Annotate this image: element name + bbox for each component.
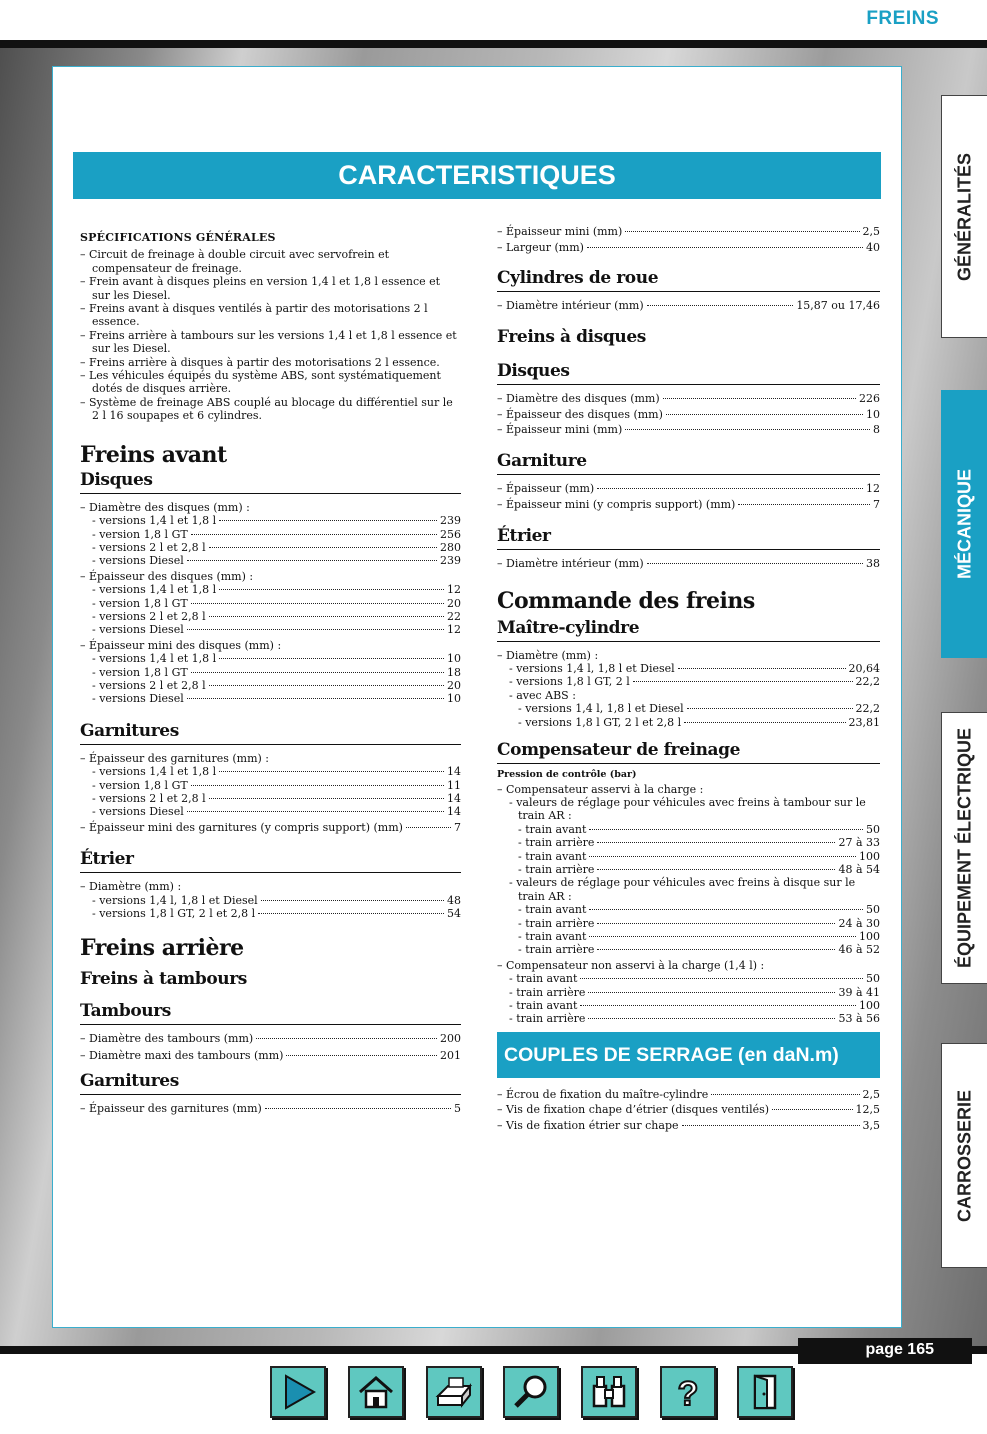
spec-row: - version 1,8 l GT 256 bbox=[92, 527, 461, 541]
spec-row: - train avant 50 bbox=[509, 972, 880, 986]
print-button[interactable] bbox=[426, 1366, 482, 1418]
heading-disques-arriere: Disques bbox=[497, 360, 880, 385]
right-column bbox=[497, 225, 880, 1132]
heading-freins-arriere: Freins arrière bbox=[80, 935, 244, 962]
heading-compensateur: Compensateur de freinage bbox=[497, 739, 880, 764]
tab-label: GÉNÉRALITÉS bbox=[954, 152, 974, 281]
spec-item: – Circuit de freinage à double circuit avec servofrein et compensateur de freinage. bbox=[80, 248, 390, 275]
spec-row: - versions 2 l et 2,8 l 14 bbox=[92, 792, 461, 805]
spec-item: – Freins arrière à disques à partir des motorisations 2 l essence. bbox=[80, 355, 440, 369]
next-arrow-icon bbox=[278, 1372, 318, 1412]
next-page-button[interactable] bbox=[270, 1366, 326, 1418]
spec-row: - versions 2 l et 2,8 l 22 bbox=[92, 609, 461, 623]
spec-row: - train arrière 48 à 54 bbox=[518, 862, 880, 876]
section-title: FREINS bbox=[866, 8, 939, 29]
spec-row: – Vis de fixation étrier sur chape 3,5 bbox=[497, 1118, 880, 1132]
spec-row: – Diamètre intérieur (mm) 15,87 ou 17,46 bbox=[497, 298, 880, 312]
spec-row: - versions 2 l et 2,8 l 280 bbox=[92, 540, 461, 554]
spec-row: - version 1,8 l GT 18 bbox=[92, 665, 461, 679]
heading-freins-avant: Freins avant bbox=[80, 441, 227, 468]
list-line: – Diamètre (mm) : bbox=[497, 648, 599, 662]
list-line: - valeurs de réglage pour véhicules avec freins à tambour sur le train AR : bbox=[509, 795, 866, 823]
home-icon bbox=[356, 1372, 396, 1412]
spec-row: – Écrou de fixation du maître-cylindre 2,5 bbox=[497, 1087, 880, 1101]
search-button[interactable] bbox=[503, 1366, 559, 1418]
heading-cylindres: Cylindres de roue bbox=[497, 267, 880, 292]
heading-garnitures: Garnitures bbox=[80, 720, 461, 745]
tab-label: CARROSSERIE bbox=[954, 1089, 974, 1222]
spec-row: - train avant 100 bbox=[509, 999, 880, 1012]
tab-generalites[interactable] bbox=[941, 95, 987, 338]
spec-list bbox=[80, 248, 461, 422]
svg-text:?: ? bbox=[677, 1375, 699, 1412]
spec-item: – Freins arrière à tambours sur les versions 1,4 l et 1,8 l essence et sur les Diesel. bbox=[80, 328, 457, 356]
list-line: – Diamètre (mm) : bbox=[80, 880, 182, 894]
spec-row: - versions 2 l et 2,8 l 20 bbox=[92, 678, 461, 692]
list-line: - valeurs de réglage pour véhicules avec freins à disque sur le train AR : bbox=[509, 876, 856, 903]
spec-row: - versions 1,4 l et 1,8 l 10 bbox=[92, 652, 461, 666]
spec-title: SPÉCIFICATIONS GÉNÉRALES bbox=[80, 231, 276, 244]
help-icon bbox=[668, 1372, 708, 1412]
page-number: page 165 bbox=[798, 1338, 972, 1364]
spec-row: – Épaisseur mini (mm) 8 bbox=[497, 423, 880, 437]
spec-row: - versions 1,4 l et 1,8 l 239 bbox=[92, 514, 461, 528]
page-banner: CARACTERISTIQUES bbox=[73, 152, 881, 199]
tab-carrosserie[interactable] bbox=[941, 1043, 987, 1268]
list-line: – Épaisseur des disques (mm) : bbox=[80, 569, 254, 583]
heading-etrier: Étrier bbox=[80, 848, 461, 873]
spec-row: – Épaisseur (mm) 12 bbox=[497, 482, 880, 496]
spec-row: - train arrière 53 à 56 bbox=[509, 1012, 880, 1026]
heading-etrier-arriere: Étrier bbox=[497, 525, 880, 550]
tab-equipement-electrique[interactable] bbox=[941, 712, 987, 984]
spec-row: - train arrière 39 à 41 bbox=[509, 985, 880, 999]
find-button[interactable] bbox=[581, 1366, 637, 1418]
spec-row: – Épaisseur mini des garnitures (y compris support) (mm) 7 bbox=[80, 820, 461, 834]
list-line: – Compensateur asservi à la charge : bbox=[497, 782, 704, 796]
spec-row: - versions Diesel 239 bbox=[92, 554, 461, 568]
spec-row: – Diamètre maxi des tambours (mm) 201 bbox=[80, 1048, 461, 1062]
exit-button[interactable] bbox=[737, 1366, 793, 1418]
spec-row: – Diamètre des disques (mm) 226 bbox=[497, 392, 880, 406]
spec-row: - version 1,8 l GT 11 bbox=[92, 778, 461, 792]
spec-row: - train avant 100 bbox=[518, 849, 880, 863]
spec-row: - versions 1,8 l GT, 2 l 22,2 bbox=[509, 675, 880, 689]
spec-item: – Les véhicules équipés du système ABS, sont systématiquement dotés de disques arrière. bbox=[80, 369, 441, 396]
couples-banner: COUPLES DE SERRAGE (en daN.m) bbox=[497, 1032, 880, 1078]
list-line: – Compensateur non asservi à la charge (1,4 l) : bbox=[497, 958, 765, 972]
spec-item: – Système de freinage ABS couplé au blocage du différentiel sur le 2 l 16 soupapes et 6 cylindres. bbox=[80, 395, 453, 423]
tab-label: MÉCANIQUE bbox=[954, 468, 974, 580]
spec-row: - train avant 50 bbox=[518, 903, 880, 917]
spec-row: - versions Diesel 14 bbox=[92, 805, 461, 819]
spec-row: - version 1,8 l GT 20 bbox=[92, 596, 461, 610]
spec-row: – Épaisseur mini (mm) 2,5 bbox=[497, 225, 880, 238]
heading-tambours: Tambours bbox=[80, 1000, 461, 1025]
list-line: - avec ABS : bbox=[509, 688, 576, 702]
content-panel bbox=[52, 66, 902, 1328]
spec-row: - train arrière 24 à 30 bbox=[518, 916, 880, 930]
spec-row: - versions 1,8 l GT, 2 l et 2,8 l 23,81 bbox=[518, 715, 880, 729]
spec-row: - versions Diesel 12 bbox=[92, 623, 461, 637]
list-line: – Épaisseur des garnitures (mm) : bbox=[80, 751, 269, 765]
heading-commande: Commande des freins bbox=[497, 587, 755, 614]
spec-row: - versions 1,4 l, 1,8 l et Diesel 48 bbox=[92, 893, 461, 907]
spec-row: - versions 1,4 l et 1,8 l 12 bbox=[92, 583, 461, 597]
help-button[interactable] bbox=[660, 1366, 716, 1418]
heading-freins-disques: Freins à disques bbox=[497, 327, 646, 348]
spec-row: – Épaisseur des garnitures (mm) 5 bbox=[80, 1102, 461, 1116]
exit-door-icon bbox=[745, 1372, 785, 1412]
magnifier-icon bbox=[511, 1372, 551, 1412]
spec-row: - train arrière 27 à 33 bbox=[518, 836, 880, 850]
spec-row: - train arrière 46 à 52 bbox=[518, 943, 880, 957]
spec-row: - versions 1,4 l, 1,8 l et Diesel 22,2 bbox=[518, 702, 880, 716]
spec-item: – Frein avant à disques pleins en version 1,4 l et 1,8 l essence et sur les Diesel. bbox=[80, 275, 441, 302]
heading-garnitures-arriere: Garnitures bbox=[80, 1070, 461, 1095]
top-rule bbox=[0, 40, 987, 48]
heading-disques: Disques bbox=[80, 469, 461, 494]
spec-item: – Freins avant à disques ventilés à partir des motorisations 2 l essence. bbox=[80, 302, 428, 329]
spec-row: – Vis de fixation chape d’étrier (disques ventilés) 12,5 bbox=[497, 1103, 880, 1117]
printer-icon bbox=[434, 1372, 474, 1412]
spec-row: - train avant 50 bbox=[518, 822, 880, 836]
spec-row: – Diamètre des tambours (mm) 200 bbox=[80, 1032, 461, 1046]
spec-row: - train avant 100 bbox=[518, 929, 880, 943]
binoculars-icon bbox=[589, 1372, 629, 1412]
spec-row: – Diamètre intérieur (mm) 38 bbox=[497, 557, 880, 571]
tab-mecanique[interactable] bbox=[941, 390, 987, 658]
spec-row: – Épaisseur des disques (mm) 10 bbox=[497, 407, 880, 421]
list-line: – Épaisseur mini des disques (mm) : bbox=[80, 638, 282, 652]
spec-row: – Largeur (mm) 40 bbox=[497, 241, 880, 255]
heading-garniture: Garniture bbox=[497, 450, 880, 475]
heading-pression: Pression de contrôle (bar) bbox=[497, 769, 637, 781]
spec-row: - versions 1,8 l GT, 2 l et 2,8 l 54 bbox=[92, 907, 461, 921]
tab-label: ÉQUIPEMENT ÉLECTRIQUE bbox=[954, 727, 974, 969]
spec-row: - versions Diesel 10 bbox=[92, 692, 461, 706]
spec-row: – Épaisseur mini (y compris support) (mm) 7 bbox=[497, 497, 880, 511]
spec-row: - versions 1,4 l et 1,8 l 14 bbox=[92, 765, 461, 779]
spec-row: - versions 1,4 l, 1,8 l et Diesel 20,64 bbox=[509, 662, 880, 676]
home-button[interactable] bbox=[348, 1366, 404, 1418]
list-line: – Diamètre des disques (mm) : bbox=[80, 500, 250, 514]
left-column bbox=[80, 225, 461, 1116]
heading-maitre-cylindre: Maître-cylindre bbox=[497, 617, 880, 642]
heading-freins-tambours: Freins à tambours bbox=[80, 969, 247, 990]
